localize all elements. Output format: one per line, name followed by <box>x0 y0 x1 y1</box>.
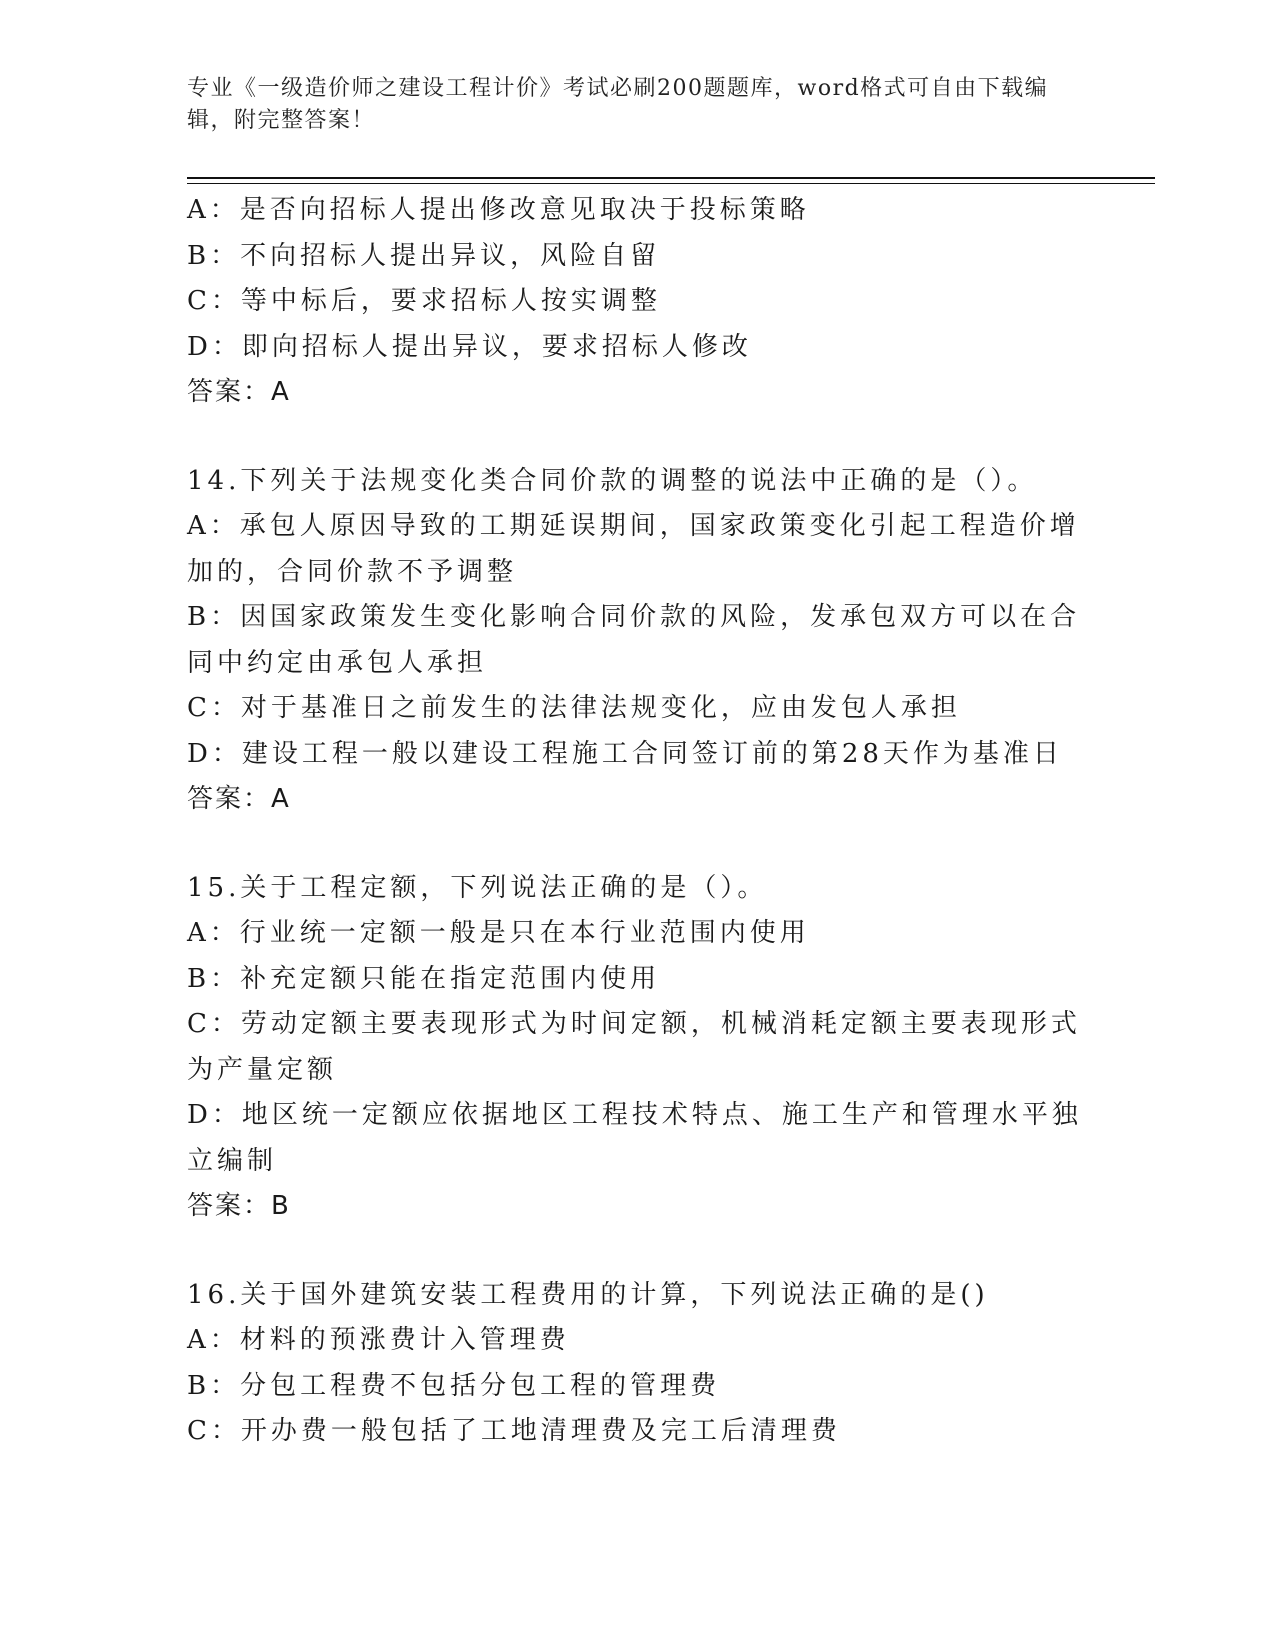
header-divider-thin <box>187 183 1155 184</box>
option-b: B：不向招标人提出异议，风险自留 <box>187 240 661 271</box>
option-a: A：是否向招标人提出修改意见取决于投标策略 <box>187 195 810 225</box>
option-a: A：承包人原因导致的工期延误期间，国家政策变化引起工程造价增加的，合同价款不予调整 <box>187 511 1080 587</box>
option-c: C：开办费一般包括了工地清理费及完工后清理费 <box>187 1416 841 1446</box>
question-list <box>187 188 1087 1498</box>
option-c: C：劳动定额主要表现形式为时间定额，机械消耗定额主要表现形式为产量定额 <box>187 1009 1081 1085</box>
option-d: D：地区统一定额应依据地区工程技术特点、施工生产和管理水平独立编制 <box>187 1100 1082 1176</box>
option-d: D：即向招标人提出异议，要求招标人修改 <box>187 331 752 362</box>
option-c: C：对于基准日之前发生的法律法规变化，应由发包人承担 <box>187 693 961 723</box>
option-d: D：建设工程一般以建设工程施工合同签订前的第28天作为基准日 <box>187 738 1063 769</box>
option-c: C：等中标后，要求招标人按实调整 <box>187 286 661 316</box>
question-16 <box>187 1273 1087 1455</box>
option-b: B：分包工程费不包括分包工程的管理费 <box>187 1370 721 1401</box>
option-b: B：因国家政策发生变化影响合同价款的风险，发承包双方可以在合同中约定由承包人承担 <box>187 602 1081 678</box>
question-stem: 14.下列关于法规变化类合同价款的调整的说法中正确的是（）。 <box>187 465 1038 496</box>
question-stem: 16.关于国外建筑安装工程费用的计算，下列说法正确的是() <box>187 1279 989 1310</box>
question-14 <box>187 459 1087 823</box>
answer-line: 答案：A <box>187 377 291 407</box>
question-13-continued <box>187 188 1087 416</box>
document-header: 专业《一级造价师之建设工程计价》考试必刷200题题库，word格式可自由下载编辑，附完整答案！ <box>187 76 1049 133</box>
answer-line: 答案：B <box>187 1191 291 1221</box>
header-divider-thick <box>187 177 1155 179</box>
option-a: A：行业统一定额一般是只在本行业范围内使用 <box>187 918 810 948</box>
option-a: A：材料的预涨费计入管理费 <box>187 1325 570 1355</box>
question-15 <box>187 866 1087 1230</box>
question-stem: 15.关于工程定额，下列说法正确的是（）。 <box>187 872 768 903</box>
option-b: B：补充定额只能在指定范围内使用 <box>187 963 661 994</box>
answer-line: 答案：A <box>187 784 291 814</box>
